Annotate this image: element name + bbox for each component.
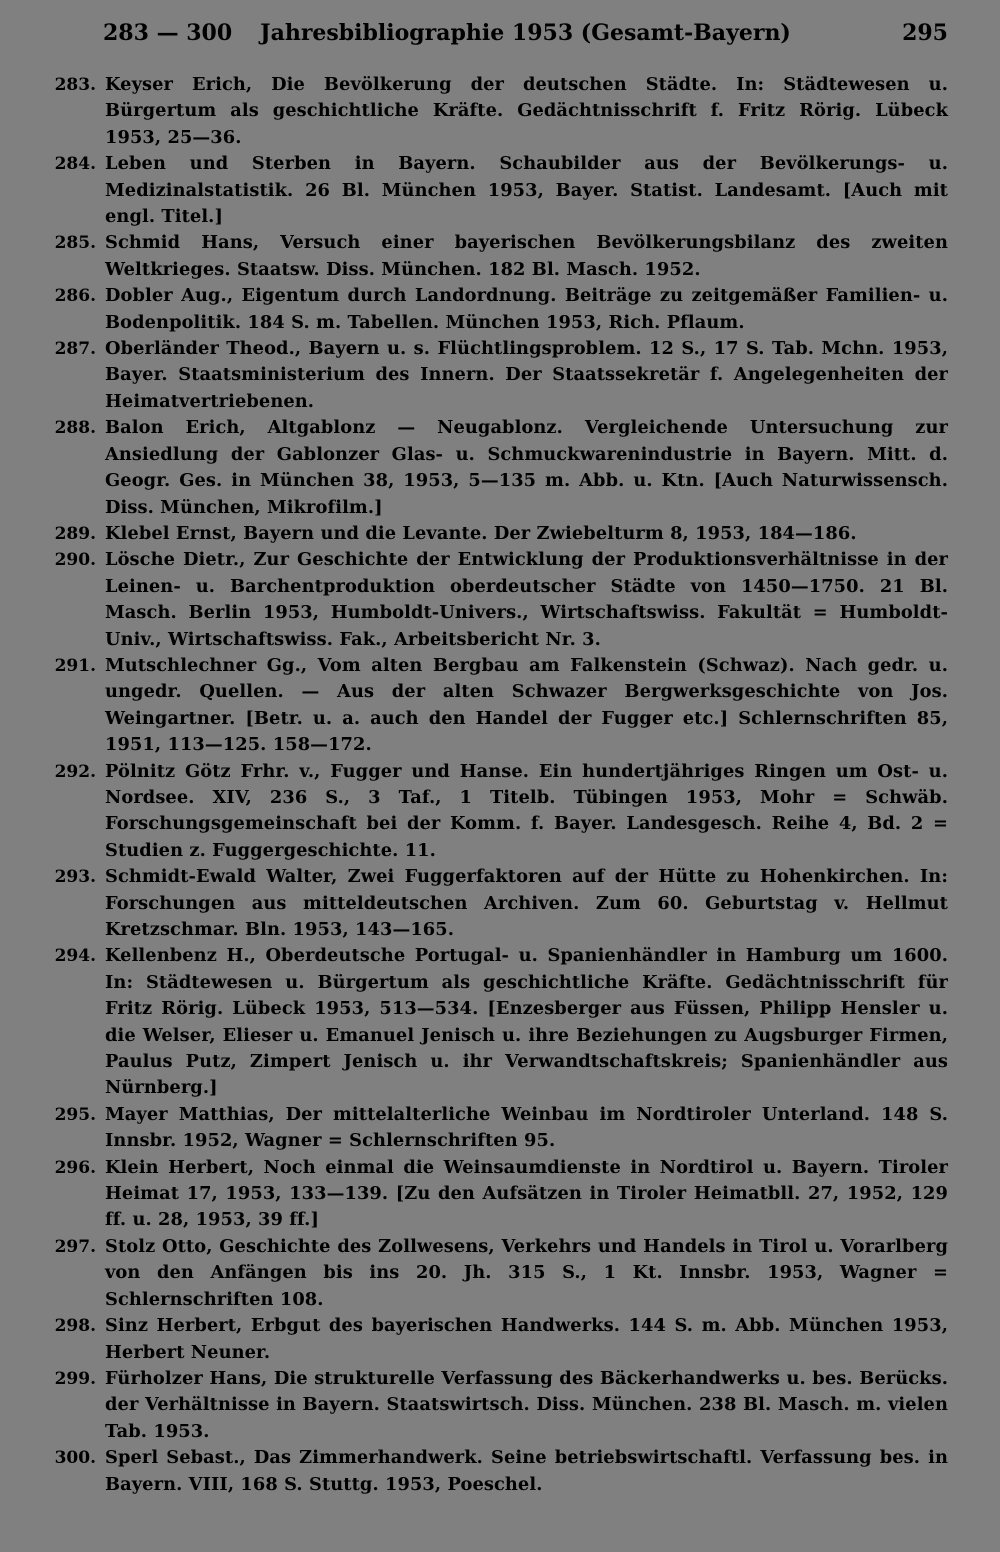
page-title: Jahresbibliographie 1953 (Gesamt-Bayern) <box>260 20 791 46</box>
bibliography-entry <box>0 864 1000 943</box>
entry-text: Sinz Herbert, Erbgut des bayerischen Handwerks. 144 S. m. Abb. München 1953, Herbert Neuner. <box>105 1315 948 1363</box>
bibliography-entry <box>0 521 1000 547</box>
bibliography-entry <box>0 943 1000 1101</box>
bibliography-list <box>0 72 1000 1498</box>
bibliography-entry <box>0 1445 1000 1498</box>
entry-text: Schmid Hans, Versuch einer bayerischen Bevölkerungsbilanz des zweiten Weltkrieges. Staatsw. Diss. München. 182 Bl. Masch. 1952. <box>105 232 948 280</box>
entry-text: Keyser Erich, Die Bevölkerung der deutschen Städte. In: Städtewesen u. Bürgertum als geschichtliche Kräfte. Gedächtnisschrift f. Fritz Rörig. Lübeck 1953, 25—36. <box>105 74 948 148</box>
bibliography-entry <box>0 230 1000 283</box>
entry-number: 285. <box>54 233 96 254</box>
entry-number: 300. <box>54 1448 96 1469</box>
entry-text: Fürholzer Hans, Die strukturelle Verfassung des Bäckerhandwerks u. bes. Berücks. der Verhältnisse in Bayern. Staatswirtsch. Diss. München. 238 Bl. Masch. m. vielen Tab. 1953. <box>105 1367 948 1442</box>
entry-text: Lösche Dietr., Zur Geschichte der Entwicklung der Produktionsverhältnisse in der Leinen- u. Barchentproduktion oberdeutscher Städte von 1450—1750. 21 Bl. Masch. Berlin 1953, Humboldt-Univers., Wirtschaftswiss. Fakultät = Humboldt-Univ., Wirtschaftswiss. Fak., Arbeitsbericht Nr. 3. <box>105 549 948 650</box>
entry-number: 297. <box>54 1236 96 1257</box>
entry-text: Leben und Sterben in Bayern. Schaubilder aus der Bevölkerungs- u. Medizinalstatistik. 26 Bl. München 1953, Bayer. Statist. Landesamt. [Auch mit engl. Titel.] <box>105 153 948 228</box>
entry-text: Mutschlechner Gg., Vom alten Bergbau am Falkenstein (Schwaz). Nach gedr. u. ungedr. Quellen. — Aus der alten Schwazer Bergwerksgeschichte von Jos. Weingartner. [Betr. u. a. auch den Handel der Fugger etc.] Schlernschriften 85, 1951, 113—125. 158—172. <box>105 654 948 756</box>
bibliography-entry <box>0 1102 1000 1155</box>
entry-number: 286. <box>54 286 96 307</box>
bibliography-entry <box>0 1234 1000 1313</box>
bibliography-entry <box>0 1313 1000 1366</box>
entry-number: 298. <box>54 1316 96 1337</box>
entry-text: Oberländer Theod., Bayern u. s. Flüchtlingsproblem. 12 S., 17 S. Tab. Mchn. 1953, Bayer. Staatsministerium des Innern. Der Staatssekretär f. Angelegenheiten der Heimatvertriebenen. <box>105 338 948 412</box>
entry-number: 287. <box>54 339 96 360</box>
entry-number: 290. <box>54 550 96 571</box>
entry-range: 283 — 300 <box>103 20 233 46</box>
entry-text: Klebel Ernst, Bayern und die Levante. Der Zwiebelturm 8, 1953, 184—186. <box>105 522 857 544</box>
entry-number: 289. <box>54 523 96 544</box>
entry-number: 299. <box>54 1368 96 1389</box>
entry-text: Pölnitz Götz Frhr. v., Fugger und Hanse. Ein hundertjähriges Ringen um Ost- u. Nordsee. XIV, 236 S., 3 Taf., 1 Titelb. Tübingen 1953, Mohr = Schwäb. Forschungsgemeinschaft bei der Komm. f. Bayer. Landesgesch. Reihe 4, Bd. 2 = Studien z. Fuggergeschichte. 11. <box>105 760 948 861</box>
bibliography-entry <box>0 151 1000 230</box>
entry-number: 296. <box>54 1157 96 1178</box>
bibliography-entry <box>0 653 1000 759</box>
bibliography-entry <box>0 336 1000 415</box>
entry-text: Balon Erich, Altgablonz — Neugablonz. Vergleichende Untersuchung zur Ansiedlung der Gablonzer Glas- u. Schmuckwarenindustrie in Bayern. Mitt. d. Geogr. Ges. in München 38, 1953, 5—135 m. Abb. u. Ktn. [Auch Naturwissensch. Diss. München, Mikrofilm.] <box>105 417 948 518</box>
entry-text: Dobler Aug., Eigentum durch Landordnung. Beiträge zu zeitgemäßer Familien- u. Bodenpolitik. 184 S. m. Tabellen. München 1953, Rich. Pflaum. <box>105 285 948 333</box>
bibliography-entry <box>0 547 1000 653</box>
bibliography-entry <box>0 72 1000 151</box>
entry-number: 295. <box>54 1104 96 1125</box>
entry-text: Sperl Sebast., Das Zimmerhandwerk. Seine betriebswirtschaftl. Verfassung bes. in Bayern. VIII, 168 S. Stuttg. 1953, Poeschel. <box>105 1447 948 1495</box>
entry-number: 292. <box>54 761 96 782</box>
bibliography-entry <box>0 283 1000 336</box>
page-number: 295 <box>902 20 948 46</box>
entry-number: 291. <box>54 655 96 676</box>
bibliography-entry <box>0 759 1000 865</box>
bibliography-entry <box>0 1155 1000 1234</box>
entry-text: Stolz Otto, Geschichte des Zollwesens, Verkehrs und Handels in Tirol u. Vorarlberg von den Anfängen bis ins 20. Jh. 315 S., 1 Kt. Innsbr. 1953, Wagner = Schlernschriften 108. <box>105 1235 948 1310</box>
running-header <box>103 20 948 52</box>
bibliography-entry <box>0 1366 1000 1445</box>
entry-number: 284. <box>54 154 96 175</box>
entry-text: Mayer Matthias, Der mittelalterliche Weinbau im Nordtiroler Unterland. 148 S. Innsbr. 1952, Wagner = Schlernschriften 95. <box>105 1103 948 1152</box>
entry-number: 288. <box>54 418 96 439</box>
entry-text: Schmidt-Ewald Walter, Zwei Fuggerfaktoren auf der Hütte zu Hohenkirchen. In: Forschungen aus mitteldeutschen Archiven. Zum 60. Geburtstag v. Hellmut Kretzschmar. Bln. 1953, 143—165. <box>105 866 948 940</box>
entry-number: 293. <box>54 867 96 888</box>
entry-text: Klein Herbert, Noch einmal die Weinsaumdienste in Nordtirol u. Bayern. Tiroler Heimat 17, 1953, 133—139. [Zu den Aufsätzen in Tiroler Heimatbll. 27, 1952, 129 ff. u. 28, 1953, 39 ff.] <box>105 1156 948 1231</box>
entry-number: 283. <box>54 75 96 95</box>
bibliography-entry <box>0 415 1000 521</box>
entry-text: Kellenbenz H., Oberdeutsche Portugal- u. Spanienhändler in Hamburg um 1600. In: Städtewesen u. Bürgertum als geschichtliche Kräfte. Gedächtnisschrift für Fritz Rörig. Lübeck 1953, 513—534. [Enzesberger aus Füssen, Philipp Hensler u. die Welser, Elieser u. Emanuel Jenisch u. ihre Beziehungen zu Augsburger Firmen, Paulus Putz, Zimpert Jenisch u. ihr Verwandtschaftskreis; Spanienhändler aus Nürnberg.] <box>105 945 948 1099</box>
entry-number: 294. <box>54 946 96 967</box>
